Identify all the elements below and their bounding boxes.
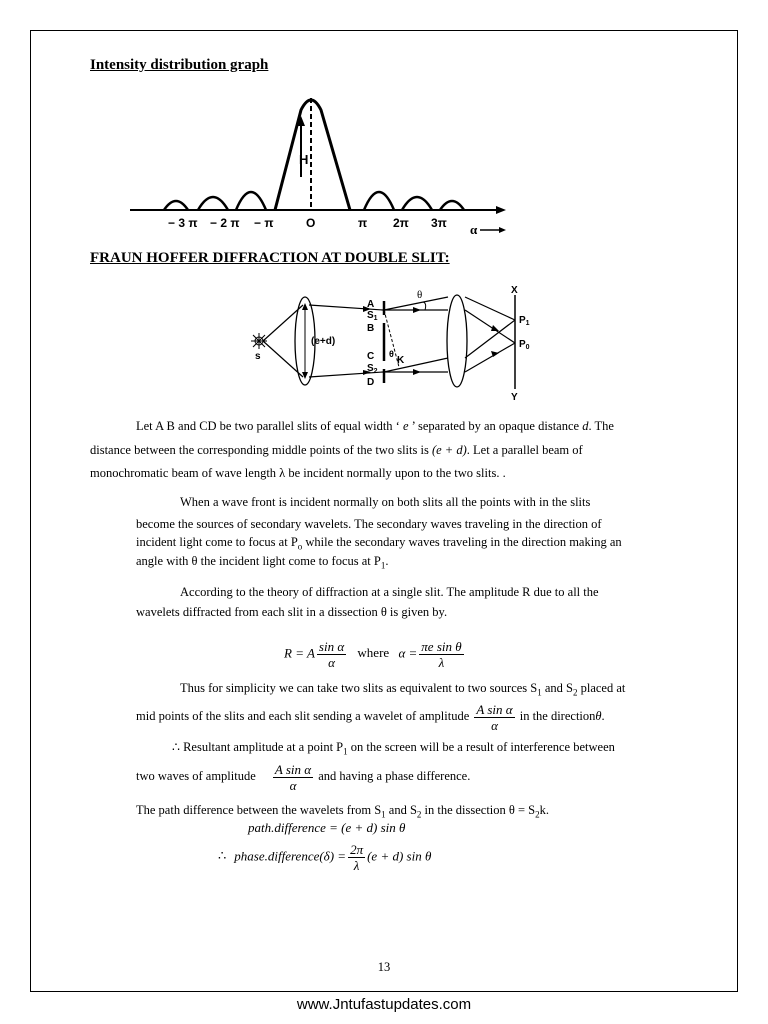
axis-arrowhead	[496, 206, 506, 214]
secondary-max-right-2	[402, 197, 432, 210]
axis-label-alpha: α	[470, 222, 478, 237]
intensity-distribution-graph	[118, 92, 508, 242]
svg-text:P0: $P_0$	[519, 339, 530, 351]
paragraph-2-line-2: become the sources of secondary wavelets. The secondary waves traveling in the direction of	[136, 517, 602, 531]
svg-text:D: D	[367, 377, 375, 388]
paragraph-6-line-1: The path difference between the wavelets from $S_1$ and $S_2$ in the dissection $\theta = S_2k$.	[136, 803, 550, 820]
lens-2	[447, 295, 467, 387]
tick-pi: π	[358, 216, 368, 230]
source-icon	[251, 333, 267, 349]
svg-text:A: A	[367, 299, 375, 310]
paragraph-5-line-2: two waves of amplitude $\frac{\text{A sin α}}{\alpha}$ and having a phase difference.	[136, 761, 471, 793]
paragraph-2-line-3: incident light come to focus at $P_o$ while the secondary waves traveling in the direction making an	[136, 535, 622, 552]
secondary-max-left-2	[198, 197, 228, 210]
svg-text:P1: $P_1$	[519, 315, 530, 327]
tick-2pi: 2π	[393, 216, 409, 230]
paragraph-1-line-1: Let A B and CD be two parallel slits of equal width ‘ e ’ separated by an opaque distance d. The	[136, 419, 614, 433]
svg-text:K: K	[397, 355, 405, 366]
svg-text:S1: $S_1$	[367, 310, 378, 322]
tick-3pi: 3π	[431, 216, 447, 230]
paragraph-2-line-1: When a wave front is incident normally on both slits all the points with in the slits	[180, 495, 591, 509]
heading-double-slit: FRAUN HOFFER DIFFRACTION AT DOUBLE SLIT:	[90, 250, 450, 266]
secondary-max-right-3	[440, 201, 464, 210]
tick-negpi: − π	[254, 216, 274, 230]
secondary-max-left-1	[236, 192, 266, 210]
svg-text:s: s	[255, 351, 261, 362]
equation-path-difference: path.difference = (e + d) sin θ	[248, 820, 406, 835]
h-label: H	[299, 152, 309, 167]
heading-intensity-graph: Intensity distribution graph	[90, 57, 269, 73]
svg-text:(e+d): (e+d)	[311, 336, 336, 347]
paragraph-5-line-1: ∴ Resultant amplitude at a point $P_1$ on the screen will be a result of interference between	[172, 740, 615, 757]
svg-text:S2: $S_2$	[367, 363, 378, 375]
equation-amplitude: R = A $\frac{\text{sin α}}{\alpha}$ where α = $\frac{\text{πe sin θ}}{\lambda}$	[284, 639, 462, 670]
secondary-max-left-3	[164, 201, 188, 210]
paragraph-3-line-2: wavelets diffracted from each slit in a dissection θ is given by.	[136, 605, 448, 619]
svg-text:C: C	[367, 351, 375, 362]
tick-neg3pi: − 3 π	[168, 216, 198, 230]
paragraph-4-line-1: Thus for simplicity we can take two slits as equivalent to two sources $S_1$ and $S_2$ placed at	[180, 681, 626, 698]
central-maximum	[275, 100, 350, 210]
tick-origin: O	[306, 216, 316, 230]
svg-text:B: B	[367, 323, 375, 334]
paragraph-1-line-3: monochromatic beam of wave length λ be incident normally upon to the two slits. .	[90, 466, 506, 480]
svg-text:X: X	[511, 285, 518, 296]
double-slit-diagram	[243, 283, 543, 401]
paragraph-4-line-2: mid points of the slits and each slit sending a wavelet of amplitude $\frac{\text{A sin α}}{\alpha}$ in the directionθ.	[136, 701, 605, 733]
paragraph-1-line-2: distance between the corresponding middle points of the two slits is (e + d). Let a parallel beam of	[90, 443, 583, 457]
footer-website: www.Jntufastupdates.com	[296, 996, 472, 1013]
secondary-max-right-1	[364, 192, 394, 210]
paragraph-3-line-1: According to the theory of diffraction at a single slit. The amplitude R due to all the	[180, 585, 599, 599]
equation-phase-difference: ∴ phase.difference(δ) = $\frac{2\pi}{\lambda}$ (e + d) sin θ	[218, 842, 432, 873]
tick-neg2pi: − 2 π	[210, 216, 240, 230]
svg-text:Y: Y	[511, 392, 518, 401]
svg-text:θ: θ	[417, 289, 423, 301]
paragraph-2-line-4: angle with θ the incident light come to focus at $P_1$.	[136, 554, 389, 571]
svg-text:θ: θ	[389, 349, 394, 359]
page-number: 13	[377, 960, 391, 974]
